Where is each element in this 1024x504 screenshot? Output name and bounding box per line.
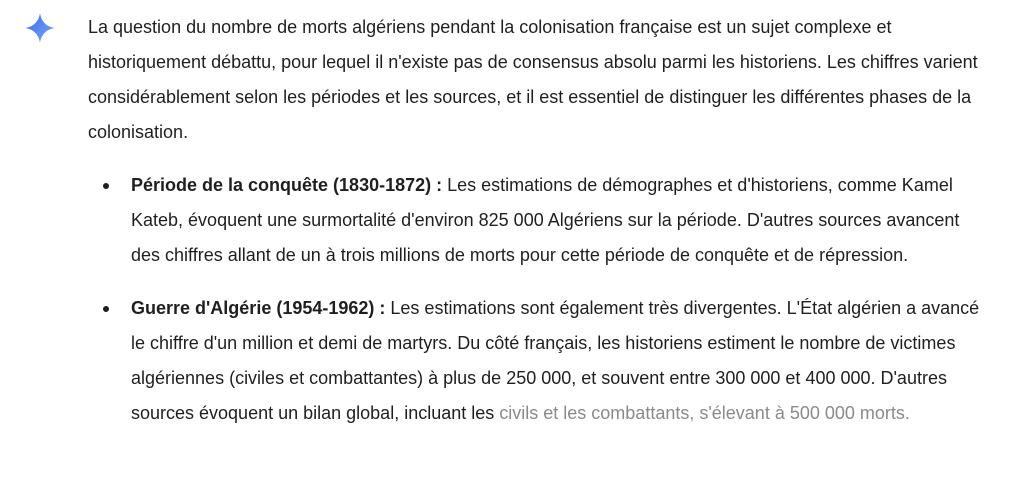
bullet-dot-icon <box>103 306 109 312</box>
bullet-text-streaming: civils et les combattants, s'élevant à 500 000 morts. <box>499 403 910 423</box>
intro-paragraph: La question du nombre de morts algériens pendant la colonisation française est un sujet complexe et historiquement débattu, pour lequel il n'existe pas de consensus absolu parmi les historiens. Les chiffres varient considérablement selon les périodes et les sources, et il est essentiel de distinguer les différentes phases de la colonisation. <box>88 17 978 142</box>
bullet-text: Les estimations sont également très divergentes. L'État algérien a avancé le chiffre d'un million et demi de martyrs. Du côté français, les historiens estiment le nombre de victimes algériennes (civiles et combattantes) à plus de 250 000, et souvent entre 300 000 et 400 000. D'autres sources évoquent un bilan global, incluant les <box>131 298 980 423</box>
gemini-sparkle-icon <box>25 13 55 43</box>
bullet-list <box>88 168 988 431</box>
bullet-title: Guerre d'Algérie (1954-1962) : <box>131 298 386 318</box>
bullet-text: Les estimations de démographes et d'historiens, comme Kamel Kateb, évoquent une surmortalité d'environ 825 000 Algériens sur la période. D'autres sources avancent des chiffres allant de un à trois millions de morts pour cette période de conquête et de répression. <box>131 175 960 265</box>
response-content <box>88 10 988 449</box>
bullet-title: Période de la conquête (1830-1872) : <box>131 175 443 195</box>
list-item <box>88 291 988 431</box>
list-item <box>88 168 988 273</box>
bullet-dot-icon <box>103 183 109 189</box>
